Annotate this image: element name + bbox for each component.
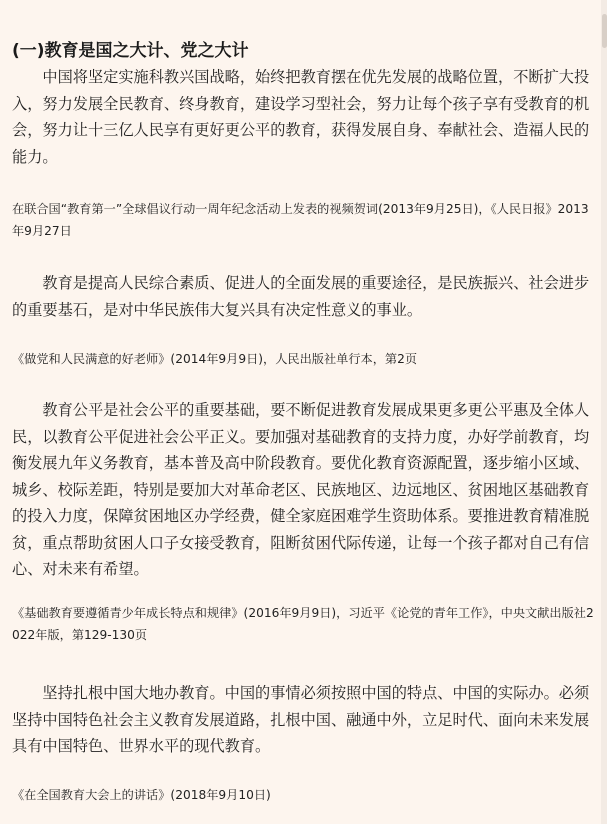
quote-paragraph-2: 教育是提高人民综合素质、促进人的全面发展的重要途径，是民族振兴、社会进步的重要基石，是对中华民族伟大复兴具有决定性意义的事业。 <box>12 274 590 319</box>
quote-source-3: 《基础教育要遵循青少年成长特点和规律》(2016年9月9日)，习近平《论党的青年工作》，中央文献出版社2022年版，第129-130页 <box>12 606 594 642</box>
scrollbar-thumb[interactable] <box>602 14 607 48</box>
quote-source-4: 《在全国教育大会上的讲话》(2018年9月10日) <box>12 788 271 802</box>
section-heading: (一)教育是国之大计、党之大计 <box>12 41 249 61</box>
quote-paragraph-1: 中国将坚定实施科教兴国战略，始终把教育摆在优先发展的战略位置，不断扩大投入，努力发展全民教育、终身教育，建设学习型社会，努力让每个孩子享有受教育的机会，努力让十三亿人民享有更好更公平的教育，获得发展自身、奉献社会、造福人民的能力。 <box>12 68 590 166</box>
quote-paragraph-4: 坚持扎根中国大地办教育。中国的事情必须按照中国的特点、中国的实际办。必须坚持中国特色社会主义教育发展道路，扎根中国、融通中外，立足时代、面向未来发展具有中国特色、世界水平的现代教育。 <box>12 684 590 755</box>
quote-source-2: 《做党和人民满意的好老师》(2014年9月9日)，人民出版社单行本，第2页 <box>12 352 418 366</box>
quote-paragraph-3: 教育公平是社会公平的重要基础，要不断促进教育发展成果更多更公平惠及全体人民，以教育公平促进社会公平正义。要加强对基础教育的支持力度，办好学前教育，均衡发展九年义务教育，基本普及高中阶段教育。要优化教育资源配置，逐步缩小区域、城乡、校际差距，特别是要加大对革命老区、民族地区、边远地区、贫困地区基础教育的投入力度，保障贫困地区办学经费，健全家庭困难学生资助体系。要推进教育精准脱贫，重点帮助贫困人口子女接受教育，阻断贫困代际传递，让每一个孩子都对自己有信心、对未来有希望。 <box>12 401 590 578</box>
vertical-scrollbar[interactable] <box>601 0 607 824</box>
quote-source-1: 在联合国“教育第一”全球倡议行动一周年纪念活动上发表的视频贺词(2013年9月25日)，《人民日报》2013年9月27日 <box>12 202 589 238</box>
